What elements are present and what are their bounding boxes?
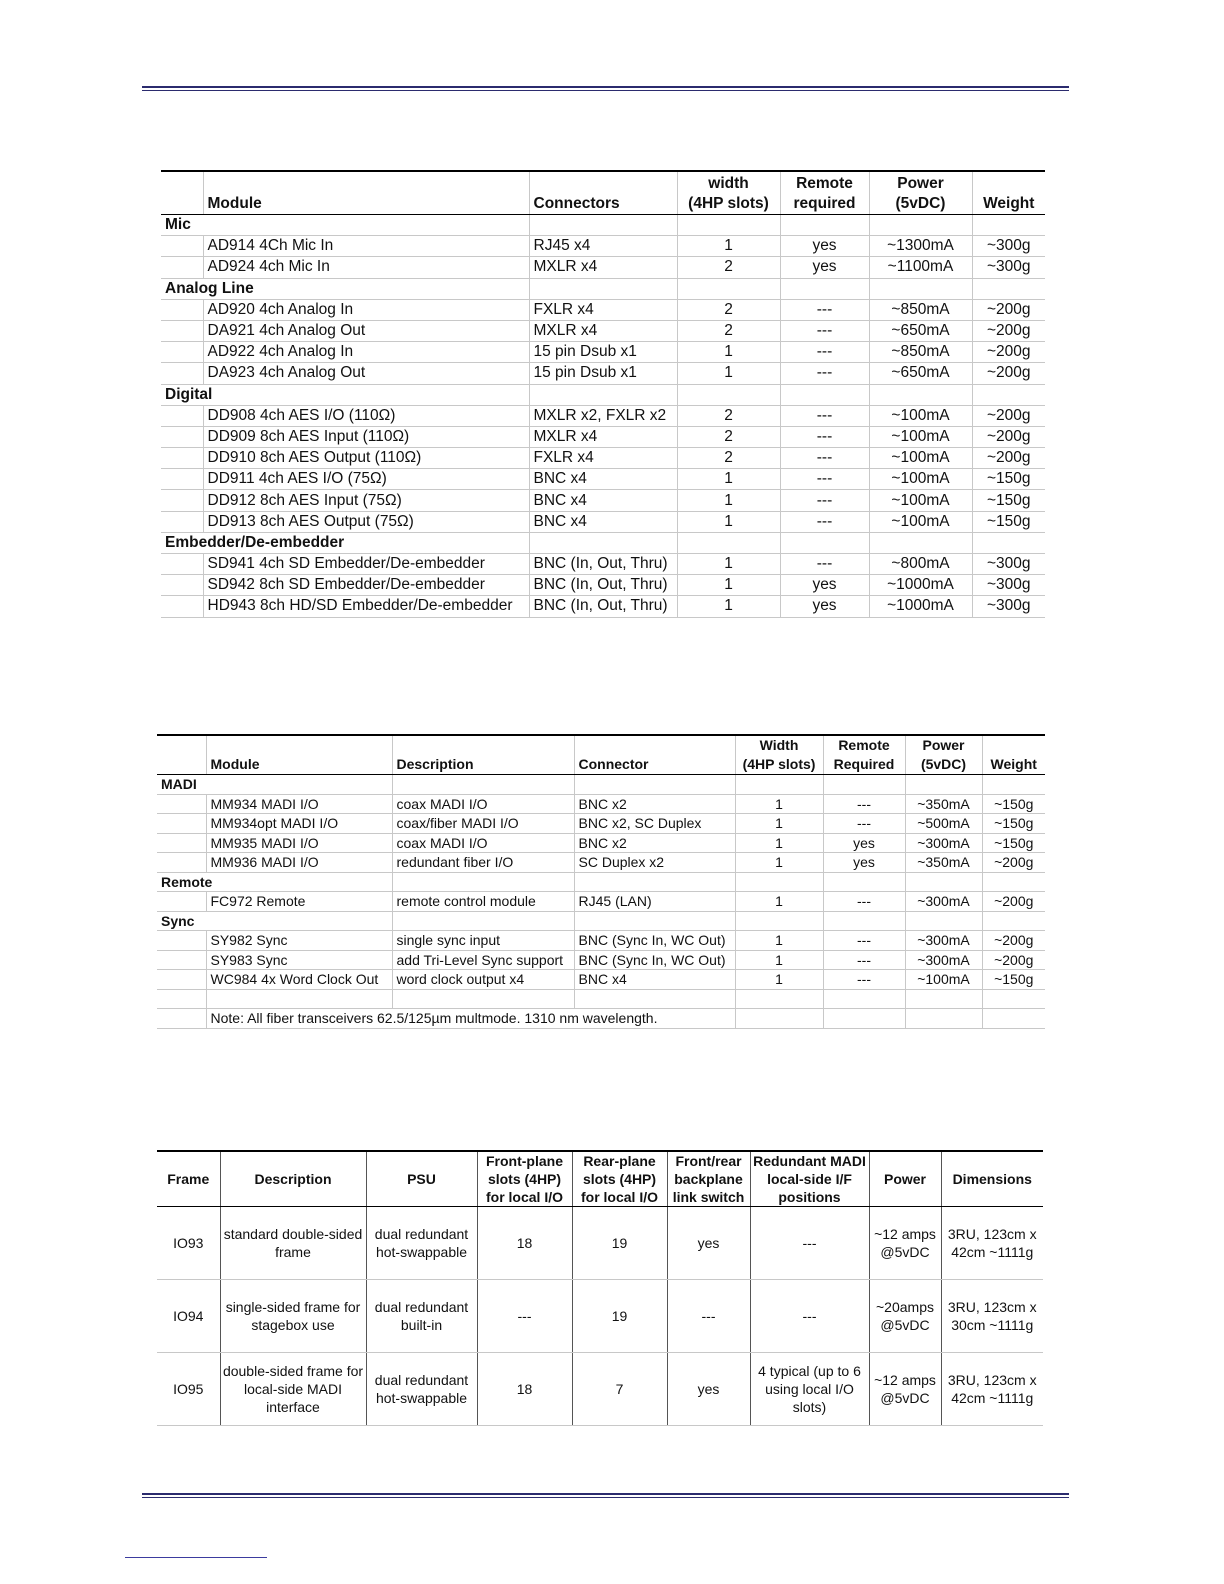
dimensions-cell: 3RU, 123cm x 30cm ~1111g bbox=[941, 1280, 1043, 1353]
weight-cell: ~300g bbox=[972, 236, 1045, 257]
module-cell: AD914 4Ch Mic In bbox=[203, 236, 529, 257]
table-row bbox=[161, 448, 1045, 469]
table-row bbox=[161, 554, 1045, 575]
power-cell: ~1000mA bbox=[869, 575, 972, 596]
weight-cell: ~200g bbox=[972, 426, 1045, 447]
width-cell: 2 bbox=[677, 426, 780, 447]
module-cell: MM934opt MADI I/O bbox=[206, 814, 392, 834]
description-cell: double-sided frame for local-side MADI interface bbox=[220, 1353, 366, 1426]
psu-header: PSU bbox=[366, 1151, 477, 1207]
weight-cell: ~150g bbox=[972, 490, 1045, 511]
width-cell: 1 bbox=[677, 575, 780, 596]
weight-cell: ~300g bbox=[972, 257, 1045, 278]
module-cell: HD943 8ch HD/SD Embedder/De-embedder bbox=[203, 596, 529, 617]
module-cell: AD924 4ch Mic In bbox=[203, 257, 529, 278]
weight-cell: ~150g bbox=[972, 469, 1045, 490]
power-header: Power (5vDC) bbox=[869, 171, 972, 215]
connectors-cell: MXLR x4 bbox=[529, 257, 677, 278]
remote-cell: yes bbox=[780, 257, 869, 278]
weight-cell: ~200g bbox=[972, 299, 1045, 320]
width-cell: 1 bbox=[677, 363, 780, 384]
description-cell: coax/fiber MADI I/O bbox=[392, 814, 574, 834]
remote-cell: yes bbox=[780, 596, 869, 617]
io-modules-table bbox=[161, 170, 1045, 618]
power-cell: ~100mA bbox=[869, 511, 972, 532]
power-cell: ~1100mA bbox=[869, 257, 972, 278]
width-cell: 1 bbox=[677, 554, 780, 575]
module-cell: SD942 8ch SD Embedder/De-embedder bbox=[203, 575, 529, 596]
connectors-cell: BNC (In, Out, Thru) bbox=[529, 575, 677, 596]
description-cell: remote control module bbox=[392, 892, 574, 912]
description-cell: standard double-sided frame bbox=[220, 1207, 366, 1280]
remote-cell: --- bbox=[823, 950, 905, 970]
power-cell: ~12 amps @5vDC bbox=[869, 1353, 941, 1426]
width-cell: 2 bbox=[677, 405, 780, 426]
table-row bbox=[161, 236, 1045, 257]
redundant-cell: 4 typical (up to 6 using local I/O slots) bbox=[750, 1353, 869, 1426]
remote-cell: --- bbox=[823, 931, 905, 951]
frame-cell: IO93 bbox=[157, 1207, 220, 1280]
power-cell: ~100mA bbox=[905, 970, 982, 990]
front-cell: 18 bbox=[477, 1353, 572, 1426]
remote-cell: --- bbox=[780, 320, 869, 341]
module-cell: SD941 4ch SD Embedder/De-embedder bbox=[203, 554, 529, 575]
description-cell: add Tri-Level Sync support bbox=[392, 950, 574, 970]
width-cell: 1 bbox=[677, 342, 780, 363]
table-row bbox=[161, 320, 1045, 341]
category-label: MADI bbox=[157, 775, 392, 795]
remote-cell: --- bbox=[780, 511, 869, 532]
power-cell: ~12 amps @5vDC bbox=[869, 1207, 941, 1280]
power-cell: ~650mA bbox=[869, 363, 972, 384]
power-cell: ~850mA bbox=[869, 299, 972, 320]
width-cell: 1 bbox=[677, 469, 780, 490]
remote-cell: --- bbox=[823, 892, 905, 912]
dimensions-cell: 3RU, 123cm x 42cm ~1111g bbox=[941, 1353, 1043, 1426]
remote-cell: --- bbox=[780, 490, 869, 511]
width-cell: 1 bbox=[735, 950, 823, 970]
front-plane-header: Front-plane slots (4HP) for local I/O bbox=[477, 1151, 572, 1207]
table-row bbox=[157, 931, 1045, 951]
remote-cell: --- bbox=[780, 363, 869, 384]
frame-header: Frame bbox=[157, 1151, 220, 1207]
table-row bbox=[161, 299, 1045, 320]
table-row bbox=[161, 363, 1045, 384]
module-cell: DD913 8ch AES Output (75Ω) bbox=[203, 511, 529, 532]
power-header: Power (5vDC) bbox=[905, 735, 982, 775]
category-label: Digital bbox=[161, 384, 529, 405]
connector-cell: BNC x2 bbox=[574, 794, 735, 814]
weight-cell: ~150g bbox=[982, 794, 1045, 814]
weight-cell: ~200g bbox=[972, 448, 1045, 469]
footer-rule bbox=[142, 1493, 1069, 1498]
connector-cell: BNC x2, SC Duplex bbox=[574, 814, 735, 834]
rear-cell: 19 bbox=[572, 1207, 667, 1280]
weight-cell: ~200g bbox=[972, 405, 1045, 426]
module-cell: DD910 8ch AES Output (110Ω) bbox=[203, 448, 529, 469]
width-cell: 1 bbox=[735, 794, 823, 814]
module-header: Module bbox=[203, 171, 529, 215]
table-row bbox=[157, 950, 1045, 970]
width-cell: 2 bbox=[677, 299, 780, 320]
width-cell: 1 bbox=[735, 931, 823, 951]
width-header: Width (4HP slots) bbox=[735, 735, 823, 775]
weight-header: Weight bbox=[972, 171, 1045, 215]
connectors-cell: MXLR x4 bbox=[529, 320, 677, 341]
connectors-cell: FXLR x4 bbox=[529, 299, 677, 320]
remote-cell: --- bbox=[780, 405, 869, 426]
power-cell: ~100mA bbox=[869, 426, 972, 447]
power-cell: ~850mA bbox=[869, 342, 972, 363]
remote-header: Remote Required bbox=[823, 735, 905, 775]
connector-cell: BNC (Sync In, WC Out) bbox=[574, 950, 735, 970]
category-row bbox=[157, 775, 1045, 795]
power-cell: ~100mA bbox=[869, 448, 972, 469]
power-cell: ~300mA bbox=[905, 892, 982, 912]
width-cell: 1 bbox=[735, 892, 823, 912]
frame-cell: IO94 bbox=[157, 1280, 220, 1353]
link-switch-header: Front/rear backplane link switch bbox=[667, 1151, 750, 1207]
connector-cell: RJ45 (LAN) bbox=[574, 892, 735, 912]
switch-cell: yes bbox=[667, 1207, 750, 1280]
weight-cell: ~200g bbox=[982, 931, 1045, 951]
psu-cell: dual redundant built-in bbox=[366, 1280, 477, 1353]
frames-table bbox=[157, 1150, 1043, 1426]
connectors-cell: 15 pin Dsub x1 bbox=[529, 363, 677, 384]
weight-cell: ~200g bbox=[982, 853, 1045, 873]
connector-cell: SC Duplex x2 bbox=[574, 853, 735, 873]
power-cell: ~650mA bbox=[869, 320, 972, 341]
table-row bbox=[161, 596, 1045, 617]
connectors-cell: MXLR x2, FXLR x2 bbox=[529, 405, 677, 426]
category-row bbox=[161, 384, 1045, 405]
table-row bbox=[161, 575, 1045, 596]
module-cell: DD908 4ch AES I/O (110Ω) bbox=[203, 405, 529, 426]
weight-cell: ~300g bbox=[972, 554, 1045, 575]
dimensions-cell: 3RU, 123cm x 42cm ~1111g bbox=[941, 1207, 1043, 1280]
table-header-row bbox=[157, 735, 1045, 775]
width-cell: 1 bbox=[677, 596, 780, 617]
table-row bbox=[157, 794, 1045, 814]
power-cell: ~100mA bbox=[869, 469, 972, 490]
power-header: Power bbox=[869, 1151, 941, 1207]
remote-cell: --- bbox=[823, 970, 905, 990]
module-cell: DD909 8ch AES Input (110Ω) bbox=[203, 426, 529, 447]
front-cell: --- bbox=[477, 1280, 572, 1353]
weight-cell: ~150g bbox=[972, 511, 1045, 532]
weight-header: Weight bbox=[982, 735, 1045, 775]
description-cell: coax MADI I/O bbox=[392, 794, 574, 814]
module-cell: WC984 4x Word Clock Out bbox=[206, 970, 392, 990]
table-row bbox=[161, 257, 1045, 278]
weight-cell: ~150g bbox=[982, 833, 1045, 853]
table-row bbox=[157, 853, 1045, 873]
psu-cell: dual redundant hot-swappable bbox=[366, 1353, 477, 1426]
width-cell: 2 bbox=[677, 320, 780, 341]
table-header-row bbox=[157, 1151, 1043, 1207]
switch-cell: yes bbox=[667, 1353, 750, 1426]
category-row bbox=[161, 278, 1045, 299]
power-cell: ~20amps @5vDC bbox=[869, 1280, 941, 1353]
table-row bbox=[157, 833, 1045, 853]
weight-cell: ~200g bbox=[982, 950, 1045, 970]
power-cell: ~1000mA bbox=[869, 596, 972, 617]
connector-cell: BNC x4 bbox=[574, 970, 735, 990]
power-cell: ~350mA bbox=[905, 794, 982, 814]
category-label: Remote bbox=[157, 872, 392, 892]
redundant-cell: --- bbox=[750, 1280, 869, 1353]
table-row bbox=[157, 1280, 1043, 1353]
module-cell: DA921 4ch Analog Out bbox=[203, 320, 529, 341]
width-cell: 1 bbox=[677, 511, 780, 532]
dimensions-header: Dimensions bbox=[941, 1151, 1043, 1207]
footnote-separator bbox=[125, 1557, 267, 1558]
remote-cell: --- bbox=[780, 426, 869, 447]
description-header: Description bbox=[392, 735, 574, 775]
width-cell: 2 bbox=[677, 257, 780, 278]
connectors-cell: BNC (In, Out, Thru) bbox=[529, 596, 677, 617]
remote-cell: --- bbox=[823, 814, 905, 834]
weight-cell: ~150g bbox=[982, 814, 1045, 834]
remote-cell: yes bbox=[780, 575, 869, 596]
description-cell: single-sided frame for stagebox use bbox=[220, 1280, 366, 1353]
description-cell: coax MADI I/O bbox=[392, 833, 574, 853]
weight-cell: ~300g bbox=[972, 575, 1045, 596]
category-row bbox=[161, 215, 1045, 236]
header-rule bbox=[142, 86, 1069, 91]
remote-cell: yes bbox=[823, 833, 905, 853]
category-label: Analog Line bbox=[161, 278, 529, 299]
remote-cell: --- bbox=[780, 342, 869, 363]
weight-cell: ~200g bbox=[972, 363, 1045, 384]
width-cell: 1 bbox=[735, 814, 823, 834]
switch-cell: --- bbox=[667, 1280, 750, 1353]
connectors-header: Connectors bbox=[529, 171, 677, 215]
weight-cell: ~150g bbox=[982, 970, 1045, 990]
table-header-row bbox=[161, 171, 1045, 215]
module-cell: AD922 4ch Analog In bbox=[203, 342, 529, 363]
table-row bbox=[161, 426, 1045, 447]
category-label: Embedder/De-embedder bbox=[161, 532, 529, 553]
rear-cell: 7 bbox=[572, 1353, 667, 1426]
category-row bbox=[161, 532, 1045, 553]
connectors-cell: BNC x4 bbox=[529, 490, 677, 511]
power-cell: ~100mA bbox=[869, 490, 972, 511]
width-cell: 1 bbox=[735, 970, 823, 990]
description-cell: redundant fiber I/O bbox=[392, 853, 574, 873]
power-cell: ~500mA bbox=[905, 814, 982, 834]
module-cell: FC972 Remote bbox=[206, 892, 392, 912]
rear-cell: 19 bbox=[572, 1280, 667, 1353]
weight-cell: ~200g bbox=[982, 892, 1045, 912]
frame-cell: IO95 bbox=[157, 1353, 220, 1426]
table-row bbox=[161, 405, 1045, 426]
remote-cell: --- bbox=[780, 448, 869, 469]
module-cell: SY983 Sync bbox=[206, 950, 392, 970]
weight-cell: ~300g bbox=[972, 596, 1045, 617]
table-row bbox=[157, 892, 1045, 912]
description-cell: word clock output x4 bbox=[392, 970, 574, 990]
power-cell: ~300mA bbox=[905, 931, 982, 951]
power-cell: ~100mA bbox=[869, 405, 972, 426]
width-header: width (4HP slots) bbox=[677, 171, 780, 215]
redundant-cell: --- bbox=[750, 1207, 869, 1280]
table-row bbox=[161, 511, 1045, 532]
table-row bbox=[161, 469, 1045, 490]
connector-header: Connector bbox=[574, 735, 735, 775]
width-cell: 1 bbox=[677, 236, 780, 257]
note-row bbox=[157, 1009, 1045, 1029]
remote-cell: --- bbox=[780, 554, 869, 575]
connectors-cell: BNC (In, Out, Thru) bbox=[529, 554, 677, 575]
power-cell: ~350mA bbox=[905, 853, 982, 873]
connectors-cell: MXLR x4 bbox=[529, 426, 677, 447]
redundant-madi-header: Redundant MADI local-side I/F positions bbox=[750, 1151, 869, 1207]
module-cell: AD920 4ch Analog In bbox=[203, 299, 529, 320]
module-cell: DA923 4ch Analog Out bbox=[203, 363, 529, 384]
connectors-cell: BNC x4 bbox=[529, 511, 677, 532]
category-row bbox=[157, 911, 1045, 931]
power-cell: ~800mA bbox=[869, 554, 972, 575]
module-cell: MM935 MADI I/O bbox=[206, 833, 392, 853]
connectors-cell: BNC x4 bbox=[529, 469, 677, 490]
rear-plane-header: Rear-plane slots (4HP) for local I/O bbox=[572, 1151, 667, 1207]
blank-row bbox=[157, 989, 1045, 1009]
module-cell: MM936 MADI I/O bbox=[206, 853, 392, 873]
connectors-cell: FXLR x4 bbox=[529, 448, 677, 469]
table-row bbox=[161, 490, 1045, 511]
width-cell: 1 bbox=[677, 490, 780, 511]
width-cell: 2 bbox=[677, 448, 780, 469]
power-cell: ~1300mA bbox=[869, 236, 972, 257]
remote-header: Remote required bbox=[780, 171, 869, 215]
width-cell: 1 bbox=[735, 853, 823, 873]
module-cell: DD911 4ch AES I/O (75Ω) bbox=[203, 469, 529, 490]
remote-cell: --- bbox=[780, 469, 869, 490]
table-row bbox=[157, 1353, 1043, 1426]
module-header: Module bbox=[206, 735, 392, 775]
remote-cell: --- bbox=[823, 794, 905, 814]
module-cell: DD912 8ch AES Input (75Ω) bbox=[203, 490, 529, 511]
table-row bbox=[161, 342, 1045, 363]
module-cell: MM934 MADI I/O bbox=[206, 794, 392, 814]
table-row bbox=[157, 970, 1045, 990]
table-row bbox=[157, 1207, 1043, 1280]
category-label: Mic bbox=[161, 215, 529, 236]
remote-cell: yes bbox=[780, 236, 869, 257]
connectors-cell: 15 pin Dsub x1 bbox=[529, 342, 677, 363]
power-cell: ~300mA bbox=[905, 950, 982, 970]
connector-cell: BNC x2 bbox=[574, 833, 735, 853]
note-text: Note: All fiber transceivers 62.5/125µm multmode. 1310 nm wavelength. bbox=[206, 1009, 735, 1029]
width-cell: 1 bbox=[735, 833, 823, 853]
power-cell: ~300mA bbox=[905, 833, 982, 853]
table-row bbox=[157, 814, 1045, 834]
module-cell: SY982 Sync bbox=[206, 931, 392, 951]
connector-cell: BNC (Sync In, WC Out) bbox=[574, 931, 735, 951]
front-cell: 18 bbox=[477, 1207, 572, 1280]
remote-cell: yes bbox=[823, 853, 905, 873]
weight-cell: ~200g bbox=[972, 320, 1045, 341]
category-label: Sync bbox=[157, 911, 392, 931]
weight-cell: ~200g bbox=[972, 342, 1045, 363]
description-cell: single sync input bbox=[392, 931, 574, 951]
madi-sync-modules-table bbox=[157, 734, 1045, 1029]
category-row bbox=[157, 872, 1045, 892]
psu-cell: dual redundant hot-swappable bbox=[366, 1207, 477, 1280]
remote-cell: --- bbox=[780, 299, 869, 320]
connectors-cell: RJ45 x4 bbox=[529, 236, 677, 257]
description-header: Description bbox=[220, 1151, 366, 1207]
